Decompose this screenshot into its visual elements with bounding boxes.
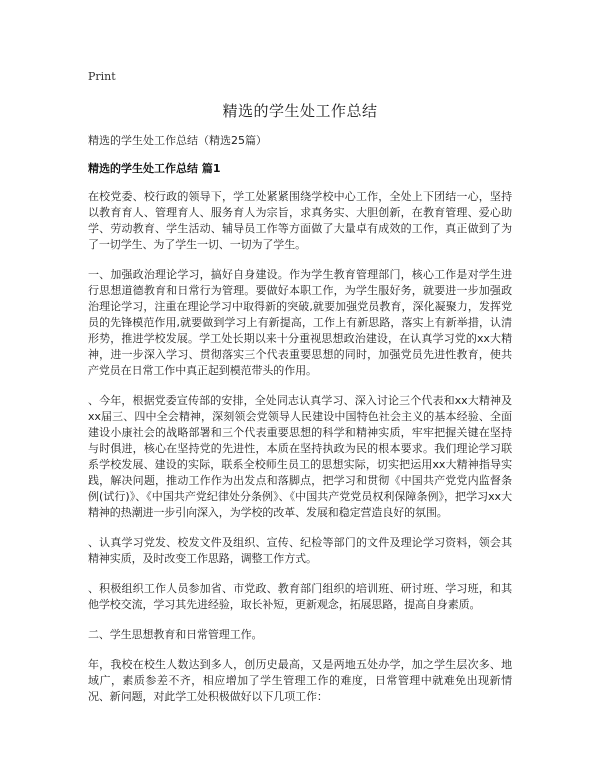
document-title: 精选的学生处工作总结: [222, 102, 378, 120]
paragraph-2: 一、加强政治理论学习，搞好自身建设。作为学生教育管理部门，核心工作是对学生进行思想道德教育和日常行为管理。要做好本职工作，为学生服好务，就要进一步加强政治理论学习，注重在理论学习中取得新的突破,就要加强党员教育，深化凝聚力，发挥党员的先锋模范作用,就要做到学习上有新提高，工作上有新思路，落实上有新举措，认清形势，推进学校发展。学工处长期以来十分重视思想政治建设，在认真学习党的xx大精神，进一步深入学习、贯彻落实三个代表重要思想的同时，加强党员先进性教育，使共产党员在日常工作中真正起到模范带头的作用。: [88, 268, 512, 377]
document-body: [88, 133, 512, 719]
paragraph-5: 、积极组织工作人员参加省、市党政、教育部门组织的培训班、研讨班、学习班，和其他学校交流，学习其先进经验，取长补短，更新观念，拓展思路，提高自身素质。: [88, 582, 512, 611]
paragraph-4: 、认真学习党发、校发文件及组织、宣传、纪检等部门的文件及理论学习资料，领会其精神实质，及时改变工作思路，调整工作方式。: [88, 536, 512, 565]
paragraph-1: 在校党委、校行政的领导下，学工处紧紧围绕学校中心工作，全处上下团结一心，坚持以教育育人、管理育人、服务育人为宗旨，求真务实、大胆创新，在教育管理、爱心助学、劳动教育、学生活动、辅导员工作等方面做了大量卓有成效的工作，真正做到了为了一切学生、为了学生一切、一切为了学生。: [88, 190, 512, 251]
paragraph-6: 二、学生思想教育和日常管理工作。: [88, 628, 263, 641]
print-link[interactable]: Print: [88, 70, 116, 83]
section-heading: 精选的学生处工作总结 篇1: [88, 162, 221, 175]
paragraph-7: 年，我校在校生人数达到多人，创历史最高，又是两地五处办学，加之学生层次多、地域广，素质参差不齐，相应增加了学生管理工作的难度，日常管理中就难免出现新情况、新问题，对此学工处积极做好以下几项工作：: [88, 658, 512, 703]
paragraph-3: 、今年，根据党委宣传部的安排，全处同志认真学习、深入讨论三个代表和xx大精神及xx届三、四中全会精神，深刻领会党领导人民建设中国特色社会主义的基本经验、全面建设小康社会的战略部署和三个代表重要思想的科学和精神实质，牢牢把握关键在坚持与时俱进，核心在坚持党的先进性，本质在坚持执政为民的根本要求。我们理论学习联系学校发展、建设的实际，联系全校师生员工的思想实际，切实把运用xx大精神指导实践，解决问题，推动工作作为出发点和落脚点，把学习和贯彻《中国共产党党内监督条例(试行)》、《中国共产党纪律处分条例》、《中国共产党党员权利保障条例》，把学习xx大精神的热潮进一步引向深入，为学校的改革、发展和稳定营造良好的氛围。: [88, 394, 512, 519]
document-subtitle: 精选的学生处工作总结（精选25篇）: [88, 134, 267, 147]
